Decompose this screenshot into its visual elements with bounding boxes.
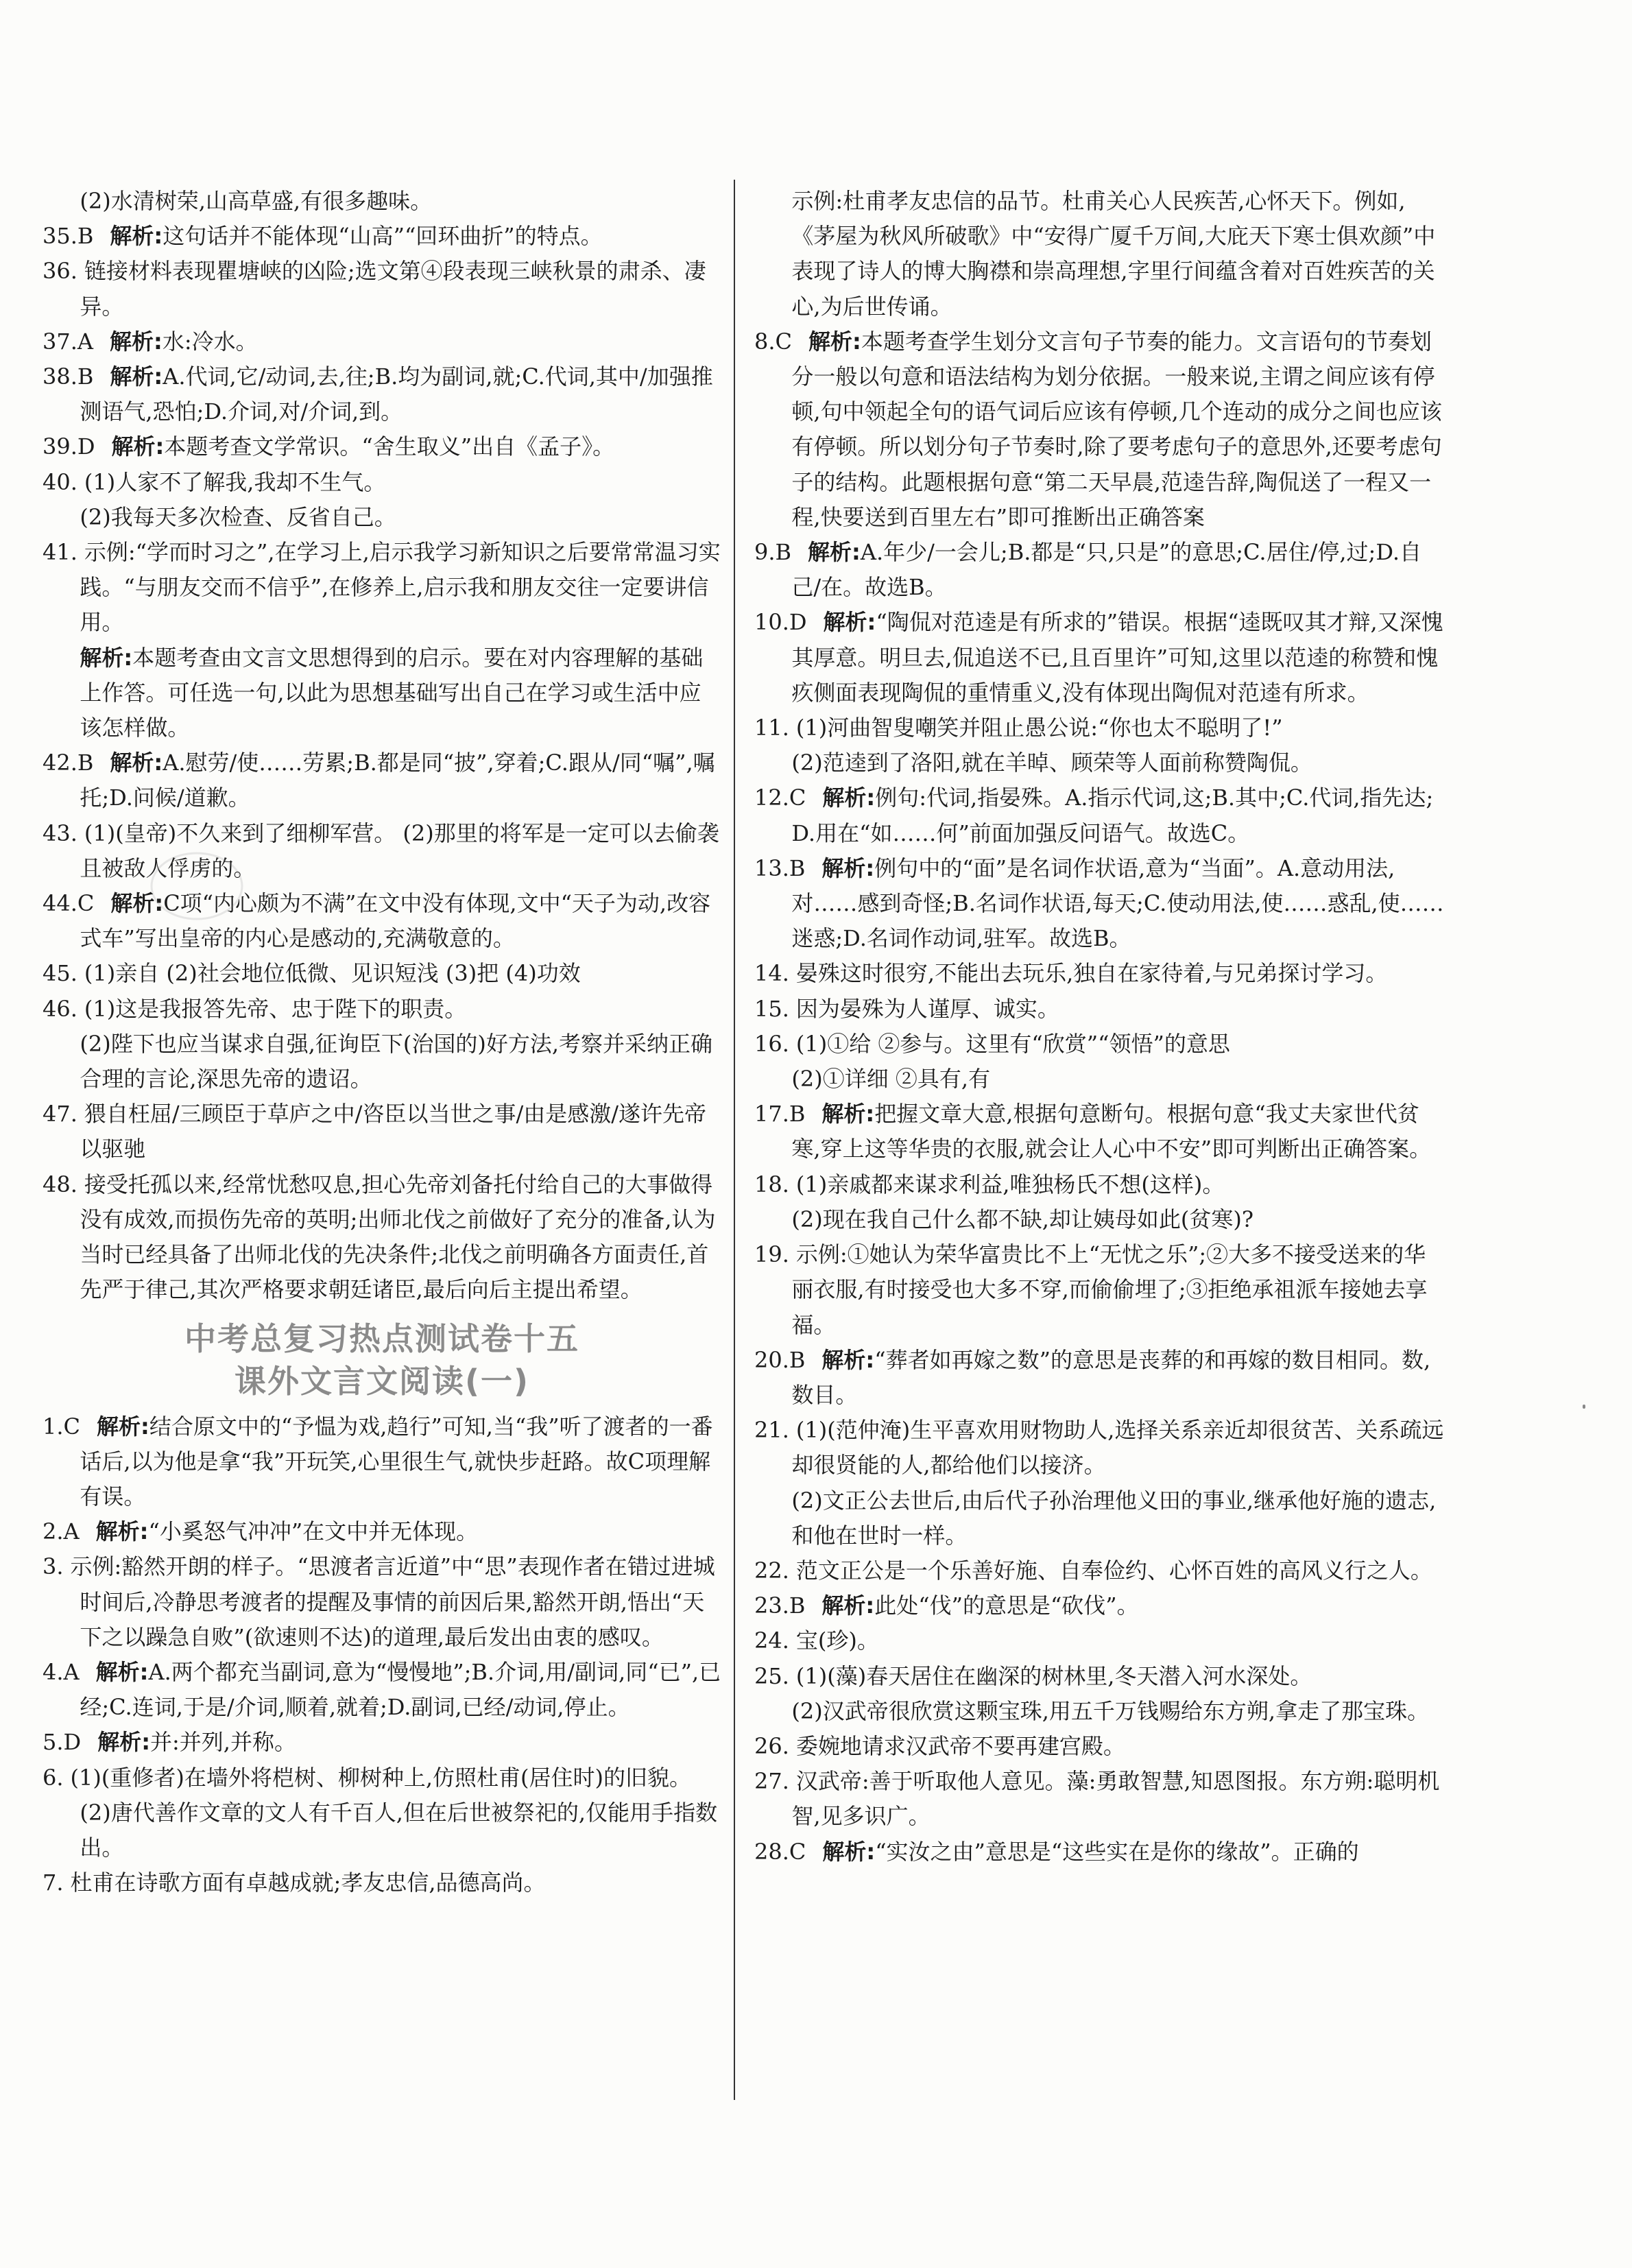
answer-number: 42.B <box>43 750 94 776</box>
answer-text: (1)河曲智叟嘲笑并阻止愚公说:“你也太不聪明了!” <box>795 715 1283 741</box>
answer-number: 46. <box>43 995 77 1022</box>
answer-number: 24. <box>754 1627 789 1654</box>
analysis-label: 解析: <box>821 1346 875 1373</box>
answer-number: 10.D <box>754 609 807 636</box>
answer-text: “陶侃对范逵是有所求的”错误。根据“逵既叹其才辩,又深愧其厚意。明旦去,侃追送不已,且百里许”可知,这里以范逵的称赞和愧疚侧面表现陶侃的重情重义,没有体现出陶侃对范逵有所求。 <box>791 609 1443 706</box>
answer-item <box>43 184 721 219</box>
answer-item <box>754 1729 1447 1764</box>
answer-text: 例句:代词,指晏殊。A.指示代词,这;B.其中;C.代词,指先达;D.用在“如……何”前面加强反问语气。故选C。 <box>791 785 1434 846</box>
answer-number: 1.C <box>43 1413 81 1440</box>
answer-number: 15. <box>754 995 789 1022</box>
answer-item <box>43 1655 721 1725</box>
answer-number: 19. <box>754 1241 789 1268</box>
answer-number: 39.D <box>43 433 95 460</box>
answer-text: “实汝之由”意思是“这些实在是你的缘故”。正确的 <box>875 1838 1359 1865</box>
section-heading <box>43 1317 721 1402</box>
answer-item <box>754 1694 1447 1729</box>
answer-text: A.慰劳/使……劳累;B.都是同“披”,穿着;C.跟从/同“嘱”,嘱托;D.问候/道歉。 <box>80 750 715 811</box>
answer-item <box>754 1623 1447 1658</box>
answer-number: 38.B <box>43 363 94 390</box>
answer-text: (1)亲自 (2)社会地位低微、见识短浅 (3)把 (4)功效 <box>84 960 581 987</box>
answer-number: 2.A <box>43 1518 80 1545</box>
answer-number: 4.A <box>43 1658 80 1685</box>
answer-item <box>43 1514 721 1549</box>
answer-text: 并:并列,并称。 <box>150 1729 296 1756</box>
answer-item <box>43 956 721 991</box>
answer-item <box>754 745 1447 780</box>
analysis-label: 解析: <box>822 785 876 811</box>
answer-text: “葬者如再嫁之数”的意思是丧葬的和再嫁的数目相同。数,数目。 <box>791 1346 1431 1408</box>
answer-item <box>43 359 721 429</box>
answer-item <box>43 500 721 535</box>
answer-item <box>754 1483 1447 1553</box>
answer-item <box>43 1865 721 1900</box>
analysis-label: 解析: <box>110 223 163 250</box>
answer-item <box>754 535 1447 605</box>
answer-item <box>43 1097 721 1167</box>
answer-item <box>43 324 721 359</box>
answer-text: 结合原文中的“予愠为戏,趋行”可知,当“我”听了渡者的一番话后,以为他是拿“我”开玩笑,心里很生气,就快步赶路。故C项理解有误。 <box>80 1413 713 1509</box>
answer-number: 20.B <box>754 1346 806 1373</box>
answer-item <box>43 429 721 464</box>
speck <box>1583 1405 1585 1409</box>
analysis-label: 解析: <box>110 750 163 776</box>
answer-text: 此处“伐”的意思是“砍伐”。 <box>874 1592 1139 1619</box>
answer-item <box>43 1027 721 1097</box>
answer-item <box>43 1167 721 1308</box>
answer-number: 25. <box>754 1662 789 1689</box>
answer-text: (2)汉武帝很欣赏这颗宝珠,用五千万钱赐给东方朔,拿走了那宝珠。 <box>791 1697 1430 1724</box>
answer-item <box>43 254 721 324</box>
answer-list-right <box>754 184 1447 1870</box>
analysis-label: 解析: <box>822 1838 876 1865</box>
answer-text: 宝(珍)。 <box>795 1627 879 1654</box>
answer-text: (1)这是我报答先帝、忠于陛下的职责。 <box>84 995 467 1022</box>
answer-text: (2)文正公去世后,由后代子孙治理他义田的事业,继承他好施的遗志,和他在世时一样。 <box>791 1487 1437 1549</box>
answer-text: 杜甫在诗歌方面有卓越成就;孝友忠信,品德高尚。 <box>70 1870 546 1896</box>
analysis-label: 解析: <box>821 855 875 881</box>
answer-text: 晏殊这时很穷,不能出去玩乐,独自在家待着,与兄弟探讨学习。 <box>795 960 1388 987</box>
faint-stamp-mark <box>145 845 248 927</box>
answer-item <box>43 992 721 1027</box>
left-column <box>43 184 721 1900</box>
analysis-label: 解析: <box>97 1413 149 1440</box>
column-divider <box>734 180 735 2100</box>
answer-number: 27. <box>754 1768 789 1795</box>
answer-text: A.两个都充当副词,意为“慢慢地”;B.介词,用/副词,同“已”,已经;C.连词,于是/介词,顺着,就着;D.副词,已经/动词,停止。 <box>80 1658 721 1721</box>
answer-text: (1)①给 ②参与。这里有“欣赏”“领悟”的意思 <box>795 1030 1230 1057</box>
answer-item <box>43 465 721 500</box>
answer-item <box>43 745 721 815</box>
answer-text: (2)陛下也应当谋求自强,征询臣下(治国的)好方法,考察并采纳正确合理的言论,深思先帝的遗诏。 <box>80 1030 713 1093</box>
answer-text: (2)①详细 ②具有,有 <box>791 1066 991 1093</box>
answer-text: 汉武帝:善于听取他人意见。藻:勇敢智慧,知恩图报。东方朔:聪明机智,见多识广。 <box>791 1768 1440 1830</box>
answer-item <box>754 780 1447 850</box>
analysis-label: 解析: <box>95 1658 149 1685</box>
answer-text: (2)现在我自己什么都不缺,却让姨母如此(贫寒)? <box>791 1206 1254 1232</box>
analysis-label: 解析: <box>111 433 165 460</box>
answer-text: 本题考查学生划分文言句子节奏的能力。文言语句的节奏划分一般以句意和语法结构为划分依据。一般来说,主谓之间应该有停顿,句中领起全句的语气词后应该有停顿,几个连动的成分之间也应该有停顿。所以划分句子节奏时,除了要考虑句子的意思外,还要考虑句子的结构。此题根据句意“第二天早晨,范逵告辞,陶侃送了一程又一程,快要送到百里左右”即可推断出正确答案 <box>791 328 1442 530</box>
answer-text: 把握文章大意,根据句意断句。根据句意“我丈夫家世代贫寒,穿上这等华贵的衣服,就会让人心中不安”即可判断出正确答案。 <box>791 1101 1432 1162</box>
answer-item <box>43 641 721 746</box>
answer-text: 例句中的“面”是名词作状语,意为“当面”。A.意动用法,对……感到奇怪;B.名词作状语,每天;C.使动用法,使……惑乱,使……迷惑;D.名词作动词,驻军。故选B。 <box>791 855 1444 952</box>
answer-item <box>754 1202 1447 1237</box>
answer-text: (1)亲戚都来谋求利益,唯独杨氏不想(这样)。 <box>795 1171 1225 1197</box>
answer-number: 21. <box>754 1417 789 1444</box>
answer-item <box>754 605 1447 711</box>
answer-item <box>754 1237 1447 1343</box>
answer-item <box>754 711 1447 745</box>
answer-text: 本题考查文学常识。“舍生取义”出自《孟子》。 <box>164 433 615 460</box>
answer-number: 23.B <box>754 1592 806 1619</box>
answer-text: 猥自枉屈/三顾臣于草庐之中/咨臣以当世之事/由是感激/遂许先帝以驱驰 <box>80 1101 707 1162</box>
answer-text: 本题考查由文言文思想得到的启示。要在对内容理解的基础上作答。可任选一句,以此为思想基础写出自己在学习或生活中应该怎样做。 <box>80 644 704 741</box>
answer-item <box>43 535 721 641</box>
analysis-label: 解析: <box>808 539 861 566</box>
answer-text: A.代词,它/动词,去,往;B.均为副词,就;C.代词,其中/加强推测语气,恐怕;D.介词,对/介词,到。 <box>80 363 713 425</box>
answer-text: 示例:“学而时习之”,在学习上,启示我学习新知识之后要常常温习实践。“与朋友交而不信乎”,在修养上,启示我和朋友交往一定要讲信用。 <box>80 539 721 636</box>
answer-item <box>43 1725 721 1760</box>
answer-number: 44.C <box>43 890 95 917</box>
answer-text: “小奚怒气冲冲”在文中并无体现。 <box>148 1518 479 1545</box>
answer-item <box>754 992 1447 1027</box>
answer-number: 17.B <box>754 1101 806 1127</box>
answer-item <box>43 219 721 254</box>
answer-text: 水:冷水。 <box>162 328 258 355</box>
answer-text: (1)人家不了解我,我却不生气。 <box>84 468 386 495</box>
answer-number: 41. <box>43 539 77 566</box>
answer-item <box>754 184 1447 324</box>
analysis-label: 解析: <box>80 644 133 671</box>
answer-text: 因为晏殊为人谨厚、诚实。 <box>795 995 1059 1022</box>
answer-number: 7. <box>43 1870 64 1896</box>
answer-item <box>43 816 721 886</box>
answer-number: 35.B <box>43 223 94 250</box>
answer-number: 8.C <box>754 328 793 355</box>
answer-number: 14. <box>754 960 789 987</box>
answer-text: 示例:豁然开朗的样子。“思渡者言近道”中“思”表现作者在错过进城时间后,冷静思考渡者的提醒及事情的前因后果,豁然开朗,悟出“天下之以躁急自败”(欲速则不达)的道理,最后发出由衷的感叹。 <box>70 1553 715 1650</box>
answer-item <box>754 1027 1447 1062</box>
answer-text: (1)(藻)春天居住在幽深的树林里,冬天潜入河水深处。 <box>795 1662 1312 1689</box>
answer-number: 40. <box>43 468 77 495</box>
answer-number: 3. <box>43 1553 64 1580</box>
answer-number: 12.C <box>754 785 806 811</box>
answer-item <box>754 1764 1447 1834</box>
answer-item <box>754 1413 1447 1483</box>
answer-number: 11. <box>754 715 789 741</box>
answer-text: (1)(重修者)在墙外将桤树、柳树种上,仿照杜甫(居住时)的旧貌。 <box>70 1764 691 1791</box>
answer-text: (2)水清树荣,山高草盛,有很多趣味。 <box>80 188 433 214</box>
answer-number: 45. <box>43 960 77 987</box>
answer-number: 9.B <box>754 539 792 566</box>
answer-text: 这句话并不能体现“山高”“回环曲折”的特点。 <box>163 223 603 250</box>
answer-item <box>754 1588 1447 1623</box>
analysis-label: 解析: <box>823 609 876 636</box>
answer-number: 16. <box>754 1030 789 1057</box>
answer-item <box>43 1409 721 1515</box>
answer-item <box>43 1760 721 1795</box>
answer-number: 18. <box>754 1171 789 1197</box>
section-title: 中考总复习热点测试卷十五 <box>184 1320 579 1357</box>
answer-text: 委婉地请求汉武帝不要再建宫殿。 <box>795 1732 1125 1759</box>
answer-item <box>754 1343 1447 1413</box>
answer-text: 范文正公是一个乐善好施、自奉俭约、心怀百姓的高风义行之人。 <box>795 1557 1432 1584</box>
analysis-label: 解析: <box>110 890 164 917</box>
analysis-label: 解析: <box>110 328 163 355</box>
answer-number: 48. <box>43 1171 77 1197</box>
answer-number: 37.A <box>43 328 93 355</box>
answer-item <box>754 956 1447 991</box>
answer-item <box>754 1553 1447 1588</box>
analysis-label: 解析: <box>97 1729 150 1756</box>
answer-number: 36. <box>43 258 77 285</box>
answer-text: (1)(皇帝)不久来到了细柳军营。 (2)那里的将军是一定可以去偷袭且被敌人俘虏的。 <box>80 820 719 881</box>
answer-text: 链接材料表现瞿塘峡的凶险;选文第④段表现三峡秋景的肃杀、凄异。 <box>80 258 706 320</box>
analysis-label: 解析: <box>808 328 861 355</box>
analysis-label: 解析: <box>110 363 163 390</box>
answer-number: 26. <box>754 1732 789 1759</box>
answer-number: 13.B <box>754 855 806 881</box>
answer-item <box>754 1097 1447 1167</box>
answer-number: 28.C <box>754 1838 806 1865</box>
answer-item <box>43 1549 721 1655</box>
analysis-label: 解析: <box>95 1518 149 1545</box>
answer-item <box>754 1167 1447 1202</box>
answer-item <box>754 1659 1447 1694</box>
section-subtitle: 课外文言文阅读(一) <box>234 1362 530 1400</box>
answer-text: 示例:①她认为荣华富贵比不上“无忧之乐”;②大多不接受送来的华丽衣服,有时接受也大多不穿,而偷偷埋了;③拒绝承祖派车接她去享福。 <box>791 1241 1428 1338</box>
answer-item <box>43 886 721 956</box>
answer-text: 接受托孤以来,经常忧愁叹息,担心先帝刘备托付给自己的大事做得没有成效,而损伤先帝的英明;出师北伐之前做好了充分的准备,认为当时已经具备了出师北伐的先决条件;北伐之前明确各方面责任,首先严于律己,其次严格要求朝廷诸臣,最后向后主提出希望。 <box>80 1171 716 1303</box>
answer-text: (2)唐代善作文章的文人有千百人,但在后世被祭祀的,仅能用手指数出。 <box>80 1799 718 1861</box>
answer-item <box>754 324 1447 535</box>
answer-number: 22. <box>754 1557 789 1584</box>
answer-text: (2)范逵到了洛阳,就在羊晫、顾荣等人面前称赞陶侃。 <box>791 750 1312 776</box>
answer-number: 43. <box>43 820 77 846</box>
answer-list-left <box>43 184 721 1308</box>
answer-number: 47. <box>43 1101 77 1127</box>
answer-text: (2)我每天多次检查、反省自己。 <box>80 503 396 530</box>
answer-item <box>754 851 1447 957</box>
answer-text: 示例:杜甫孝友忠信的品节。杜甫关心人民疾苦,心怀天下。例如,《茅屋为秋风所破歌》中“安得广厦千万间,大庇天下寒士俱欢颜”中表现了诗人的博大胸襟和崇高理想,字里行间蕴含着对百姓疾苦的关心,为后世传诵。 <box>791 188 1436 320</box>
right-column <box>754 184 1447 1870</box>
answer-item <box>754 1835 1447 1870</box>
answer-item <box>754 1062 1447 1097</box>
answer-text: C项“内心颇为不满”在文中没有体现,文中“天子为动,改容式车”写出皇帝的内心是感动的,充满敬意的。 <box>80 890 711 952</box>
answer-list-left-2 <box>43 1409 721 1901</box>
answer-text: (1)(范仲淹)生平喜欢用财物助人,选择关系亲近却很贫苦、关系疏远却很贤能的人,都给他们以接济。 <box>791 1417 1444 1479</box>
analysis-label: 解析: <box>821 1101 875 1127</box>
answer-text: A.年少/一会儿;B.都是“只,只是”的意思;C.居住/停,过;D.自己/在。故选B。 <box>791 539 1422 601</box>
answer-item <box>43 1795 721 1865</box>
answer-number: 6. <box>43 1764 64 1791</box>
analysis-label: 解析: <box>821 1592 875 1619</box>
answer-number: 5.D <box>43 1729 82 1756</box>
